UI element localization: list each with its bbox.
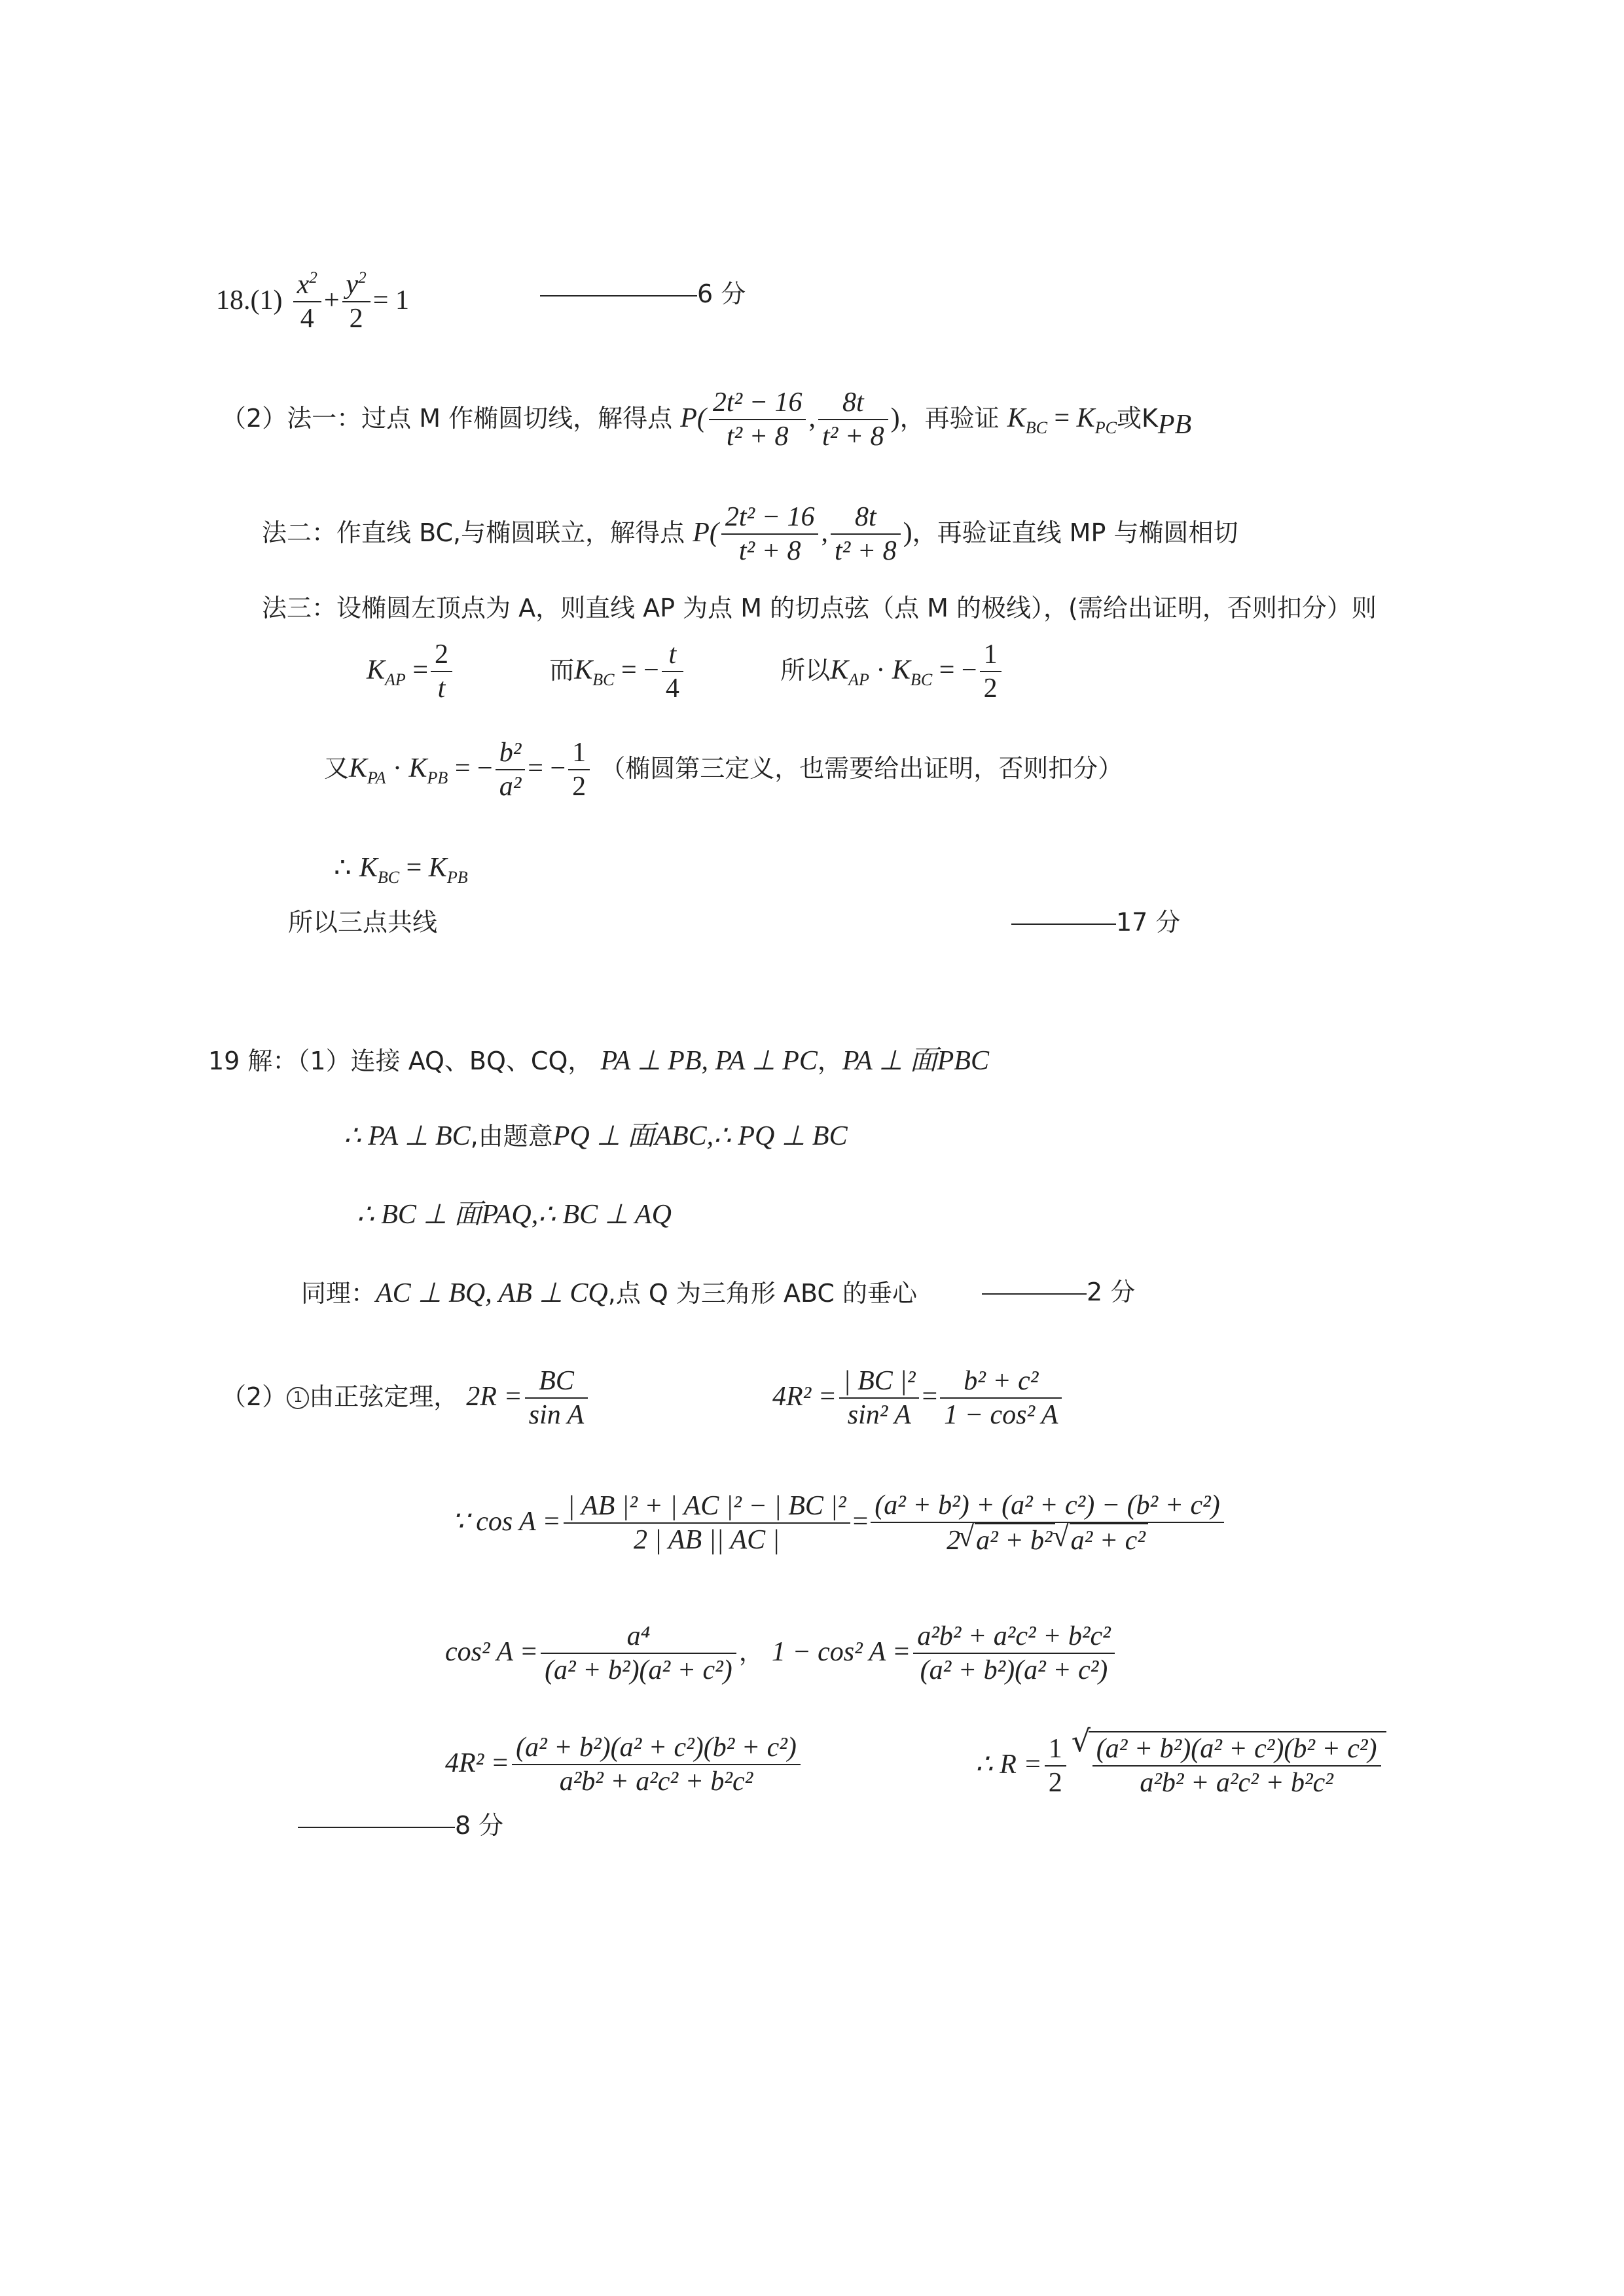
half-coefficient: $\frac{1}{2}$ xyxy=(1045,1732,1066,1800)
py-fraction: $\frac{8t}{\text{t² + 8}}$ xyxy=(818,386,888,454)
therefore-line: ∴ $K_{BC} = K_{PB}$ xyxy=(334,853,468,887)
r-result-line: ∴ R = $\frac{1}{2}$ √ $\frac{\text{(a² + b²)(a² + c²)(b² + c²)}}{\text{a²b² + a²c² + b²c²}}$ xyxy=(975,1731,1386,1800)
score-dash xyxy=(298,1827,455,1828)
4r2-result-line: 4R² = $\frac{\text{(a² + b²)(a² + c²)(b² + c²)}}{\text{a²b² + a²c² + b²c²}}$ xyxy=(445,1731,803,1799)
q18-part1-tag: (1) xyxy=(250,285,283,315)
q18-number: 18. xyxy=(216,285,251,315)
4r2-line: 4R² = $\frac{\text{| BC |²}}{\text{sin² A}}$ = $\frac{\text{b² + c²}}{\text{1 − cos² A}}$ xyxy=(772,1365,1064,1432)
score-dash xyxy=(982,1293,1087,1295)
kap-fraction: $\frac{2}{t}$ xyxy=(431,638,452,706)
score-2: 2 分 xyxy=(982,1280,1135,1304)
q19-line-2: ∴ PA ⊥ BC,由题意PQ ⊥ 面ABC,∴ PQ ⊥ BC xyxy=(344,1121,848,1151)
radicand-fraction: √ $\frac{\text{(a² + b²)(a² + c²)(b² + c²)}}{\text{a²b² + a²c² + b²c²}}$ xyxy=(1092,1732,1381,1800)
slopes-line: $K_{AP}$ = $\frac{2}{t}$ 而$K_{BC}$ = − $\frac{t}{4}$ 所以$K_{AP} \cdot K_{BC}$ = − $\frac{1}{2}$ xyxy=(367,638,1004,706)
bc-sin-fraction: $\frac{\text{| BC |²}}{\text{sin² A}}$ xyxy=(839,1365,919,1432)
px-fraction-2: $\frac{\text{2t² − 16}}{\text{t² + 8}}$ xyxy=(721,501,819,568)
4r2-fraction: $\frac{\text{(a² + b²)(a² + c²)(b² + c²)}}{\text{a²b² + a²c² + b²c²}}$ xyxy=(512,1731,801,1799)
b2-a2-fraction: $\frac{\text{b²}}{\text{a²}}$ xyxy=(496,736,526,804)
sine-rule-fraction: $\frac{BC}{\text{sin A}}$ xyxy=(525,1365,588,1432)
q18-part1: 18.(1) $\frac{x^2}{4}$ + $\frac{y^2}{2}$ = 1 xyxy=(216,268,409,336)
x-over-4: $\frac{x^2}{4}$ xyxy=(293,268,321,336)
score-6: 6 分 xyxy=(540,281,746,306)
py-fraction-2: $\frac{8t}{\text{t² + 8}}$ xyxy=(831,501,901,568)
q19-line-4: 同理：AC ⊥ BQ, AB ⊥ CQ,点 Q 为三角形 ABC 的垂心 xyxy=(301,1278,917,1308)
score-17: 17 分 xyxy=(1011,910,1180,935)
q19-part2: （2） 1 由正弦定理， 2R = $\frac{BC}{\text{sin A}}$ xyxy=(221,1365,590,1432)
method-2: 法二：作直线 BC,与椭圆联立，解得点 P( $\frac{\text{2t² − 16}}{\text{t² + 8}}$ , $\frac{8t}{\text{t² + 8}}$ )，再验证直线 MP 与椭圆相切 xyxy=(262,501,1238,568)
y-over-2: $\frac{y^2}{2}$ xyxy=(342,268,370,336)
cos2-line: cos² A = $\frac{\text{a⁴}}{\text{(a² + b²)(a² + c²)}}$ ， 1 − cos² A = $\frac{\text{a²b² + a²c² + b²c²}}{\text{(a² + b²)(a² + c²)}}$ xyxy=(445,1620,1117,1687)
score-dash xyxy=(540,295,697,296)
sin2-fraction: $\frac{\text{a²b² + a²c² + b²c²}}{\text{(a² + b²)(a² + c²)}}$ xyxy=(913,1620,1115,1687)
cosine-expanded-fraction: $\frac{\text{(a² + b²) + (a² + c²) − (b² + c²)}}{\text{2√ a² + b²√ a² + c²}}$ xyxy=(871,1489,1223,1558)
cosine-rule-fraction: $\frac{\text{| AB |² + | AC |² − | BC |²}}{2 | AB || AC |}$ xyxy=(564,1490,850,1557)
cos-a-line: ∵ cos A = $\frac{\text{| AB |² + | AC |² − | BC |²}}{2 | AB || AC |}$ = $\frac{\text{(a² + b²) + (a² + c²) − (b² + c²)}}{\text{2√ a² + b²√ a² + c²}}$ xyxy=(452,1489,1227,1558)
conclusion: 所以三点共线 xyxy=(288,908,438,937)
cos2-fraction: $\frac{\text{a⁴}}{\text{(a² + b²)(a² + c²)}}$ xyxy=(541,1620,736,1687)
score-dash xyxy=(1011,924,1116,925)
bc2-cos-fraction: $\frac{\text{b² + c²}}{\text{1 − cos² A}}$ xyxy=(940,1365,1062,1432)
kbc-fraction: $\frac{t}{4}$ xyxy=(662,638,683,706)
third-definition-line: 又$K_{PA} \cdot K_{PB}$ = − $\frac{\text{b²}}{\text{a²}}$ = − $\frac{1}{2}$ （椭圆第三定义，也需要给出证明，否则扣分） xyxy=(324,736,1123,804)
big-radical xyxy=(1089,1731,1386,1800)
half-fraction: $\frac{1}{2}$ xyxy=(980,638,1001,706)
px-fraction: $\frac{\text{2t² − 16}}{\text{t² + 8}}$ xyxy=(709,386,806,454)
q19-part1: 19 解：（1）连接 AQ、BQ、CQ， PA ⊥ PB, PA ⊥ PC，PA ⊥ 面PBC xyxy=(208,1046,989,1076)
score-8: 8 分 xyxy=(298,1813,503,1838)
rhs: = 1 xyxy=(372,285,409,315)
method-3-intro: 法三：设椭圆左顶点为 A，则直线 AP 为点 M 的切点弦（点 M 的极线），(需给出证明，否则扣分）则 xyxy=(262,594,1377,622)
q19-line-3: ∴ BC ⊥ 面PAQ,∴ BC ⊥ AQ xyxy=(357,1200,672,1230)
method-1: （2）法一：过点 M 作椭圆切线，解得点 P( $\frac{\text{2t² − 16}}{\text{t² + 8}}$ , $\frac{8t}{\text{t² + 8}}$ )，再验证 $K_{BC} = K_{PC}$或$K_{PB}$ xyxy=(221,386,1191,454)
circled-number: 1 xyxy=(287,1387,309,1409)
half-fraction-2: $\frac{1}{2}$ xyxy=(568,736,590,804)
